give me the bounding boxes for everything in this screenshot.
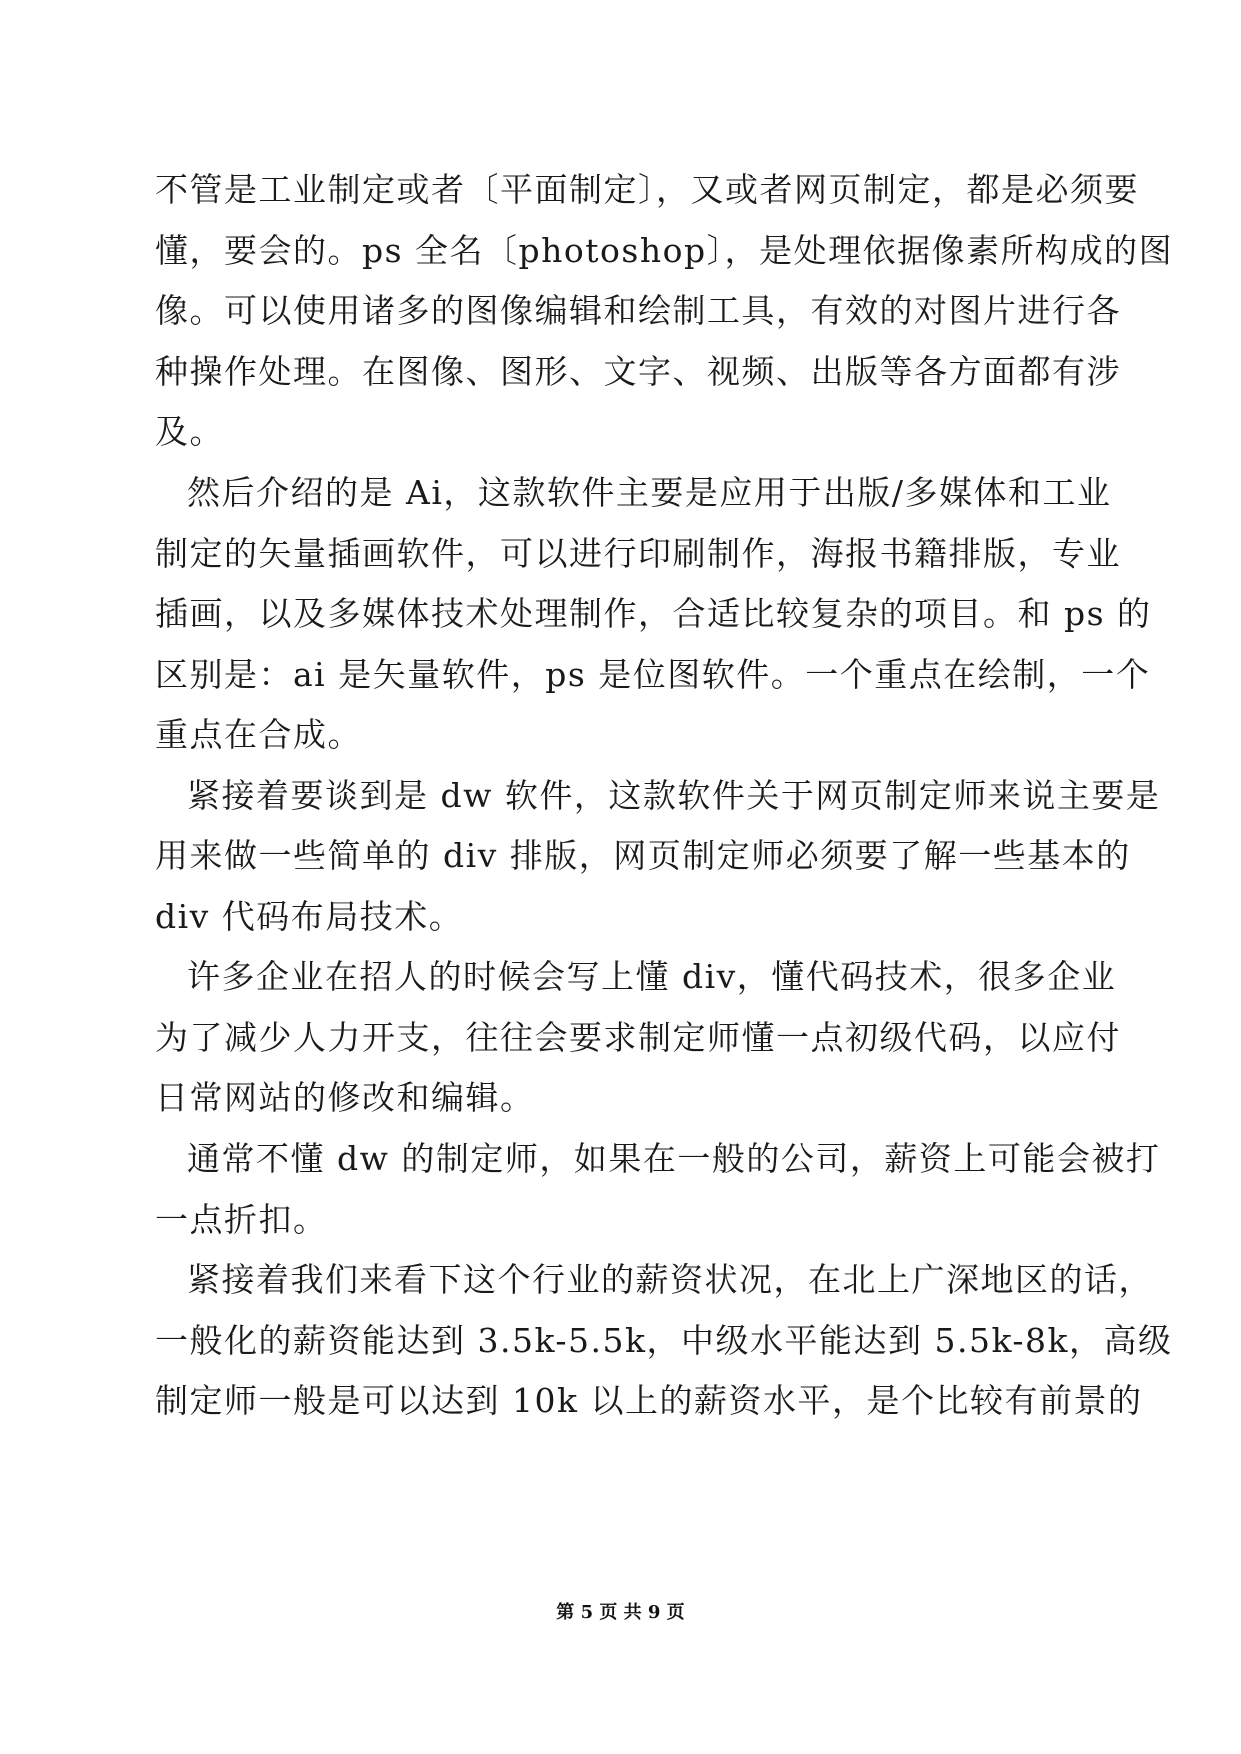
body-text-line: 及。 <box>155 412 224 451</box>
paragraph-first-line: 通常不懂 dw 的制定师，如果在一般的公司，薪资上可能会被打 <box>187 1139 1161 1178</box>
body-text-line: 区别是：ai 是矢量软件，ps 是位图软件。一个重点在绘制，一个 <box>155 655 1151 694</box>
body-text-line: 一点折扣。 <box>155 1200 328 1239</box>
body-text-line: 制定的矢量插画软件，可以进行印刷制作，海报书籍排版，专业 <box>155 534 1121 573</box>
body-text-line: 制定师一般是可以达到 10k 以上的薪资水平，是个比较有前景的 <box>155 1381 1143 1420</box>
body-text-line: 一般化的薪资能达到 3.5k-5.5k，中级水平能达到 5.5k-8k，高级 <box>155 1321 1173 1360</box>
paragraph-first-line: 然后介绍的是 Ai，这款软件主要是应用于出版/多媒体和工业 <box>187 473 1112 512</box>
body-text-line: 像。可以使用诸多的图像编辑和绘制工具，有效的对图片进行各 <box>155 291 1121 330</box>
body-text-line: 用来做一些简单的 div 排版，网页制定师必须要了解一些基本的 <box>155 836 1131 875</box>
paragraph-first-line: 紧接着我们来看下这个行业的薪资状况，在北上广深地区的话， <box>187 1260 1153 1299</box>
body-text-line: div 代码布局技术。 <box>155 897 464 936</box>
body-text-line: 种操作处理。在图像、图形、文字、视频、出版等各方面都有涉 <box>155 352 1121 391</box>
paragraph-first-line: 紧接着要谈到是 dw 软件，这款软件关于网页制定师来说主要是 <box>187 776 1161 815</box>
body-text-line: 不管是工业制定或者〔平面制定〕，又或者网页制定，都是必须要 <box>155 170 1139 209</box>
page-footer: 第 5 页 共 9 页 <box>556 1602 685 1623</box>
body-text-line: 日常网站的修改和编辑。 <box>155 1078 535 1117</box>
body-text-line: 为了减少人力开支，往往会要求制定师懂一点初级代码，以应付 <box>155 1018 1121 1057</box>
body-text-line: 插画，以及多媒体技术处理制作，合适比较复杂的项目。和 ps 的 <box>155 594 1152 633</box>
body-text-line: 重点在合成。 <box>155 715 362 754</box>
body-text-line: 懂，要会的。ps 全名〔photoshop〕，是处理依据像素所构成的图 <box>155 231 1174 270</box>
paragraph-first-line: 许多企业在招人的时候会写上懂 div，懂代码技术，很多企业 <box>187 957 1117 996</box>
